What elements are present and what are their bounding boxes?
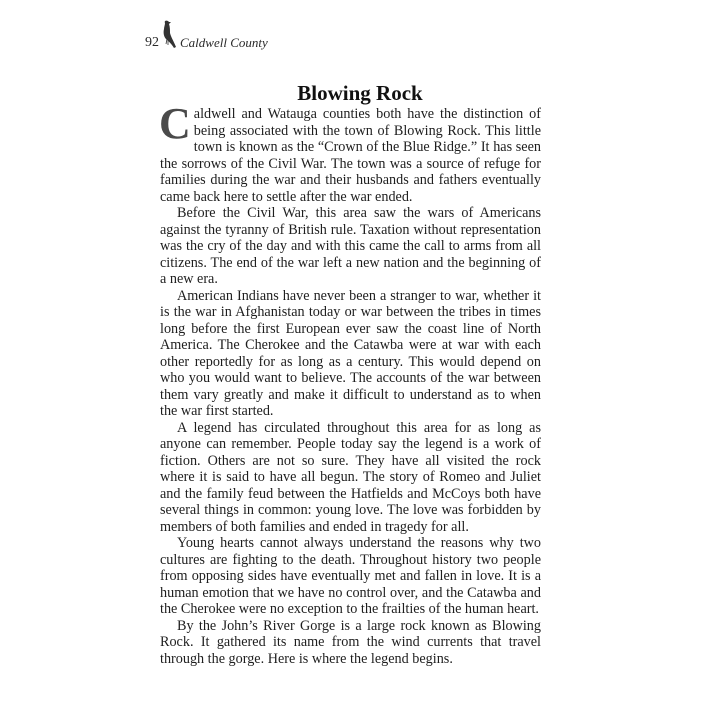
paragraph-3: American Indians have never been a stranger to war, whether it is the war in Afghanistan today or war between the tribes in times long before the first European ever saw the coast line of North America. The Cherokee and the Catawba were at war with each other reportedly for as long as a century. This would depend on who you would want to believe. The accounts of the war between them vary greatly and make it difficult to understand as to when the war first started.	[160, 287, 541, 419]
paragraph-1-text: aldwell and Watauga counties both have the distinction of being associated with the town of Blowing Rock. This little town is known as the “Crown of the Blue Ridge.” It has seen the sorrows of the Civil War. The town was a source of refuge for families during the war and their husbands and fathers eventually came back here to settle after the war ended.	[160, 106, 541, 205]
paragraph-1	[159, 99, 541, 205]
running-head	[145, 18, 268, 52]
running-title: Caldwell County	[180, 35, 268, 50]
drop-cap: C	[159, 99, 191, 148]
body-text	[159, 99, 541, 667]
chapter-title: Blowing Rock	[297, 81, 423, 106]
paragraph-6: By the John’s River Gorge is a large rock known as Blowing Rock. It gathered its name from the wind currents that travel through the gorge. Here is where the legend begins.	[160, 617, 541, 667]
page-number: 92	[145, 35, 159, 50]
paragraph-5: Young hearts cannot always understand the reasons why two cultures are fighting to the death. Throughout history two people from opposing sides have eventually met and fallen in love. It is a human emotion that we have no control over, and the Catawba and the Cherokee were no exception to the frailties of the human heart.	[160, 535, 541, 617]
paragraph-4: A legend has circulated throughout this area for as long as anyone can remember. People today say the legend is a work of fiction. Others are not so sure. They have all visited the rock where it is said to have all begun. The story of Romeo and Juliet and the family feud between the Hatfields and McCoys both have several things in common: young love. The love was forbidden by members of both families and ended in tragedy for all.	[160, 419, 541, 535]
paragraph-2: Before the Civil War, this area saw the wars of Americans against the tyranny of British rule. Taxation without representation was the cry of the day and with this came the call to arms from all citizens. The end of the war left a new nation and the beginning of a new era.	[160, 205, 541, 287]
bird-icon	[159, 20, 177, 52]
